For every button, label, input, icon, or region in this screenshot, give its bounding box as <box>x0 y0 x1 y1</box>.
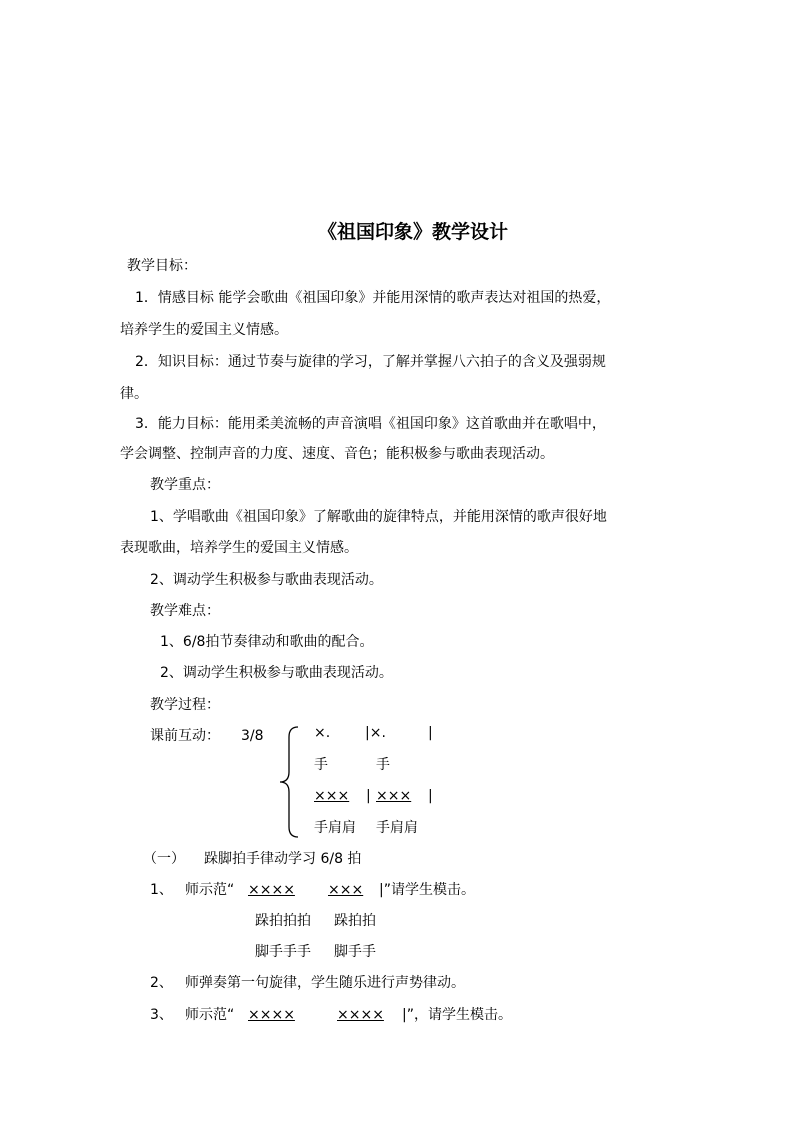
warmup-row-3-b: | <box>366 788 371 804</box>
warmup-row-4-a: 手肩肩 <box>314 820 356 836</box>
warmup-row-3-d: | <box>428 788 433 804</box>
objective-2-line-1: 2．知识目标：通过节奏与旋律的学习，了解并掌握八六拍子的含义及强弱规 <box>135 354 606 370</box>
key-point-1-line-1: 1、学唱歌曲《祖国印象》了解歌曲的旋律特点，并能用深情的歌声很好地 <box>150 509 607 525</box>
warmup-row-4-b: 手肩肩 <box>376 820 418 836</box>
step-3-number: 3、 <box>150 1007 173 1023</box>
step-1-rhythm-2: ××× <box>328 882 364 898</box>
step-1-rhythm-1: ×××× <box>248 882 295 898</box>
step-3-rhythm-1: ×××× <box>248 1007 295 1023</box>
difficulties-heading: 教学难点： <box>150 603 220 619</box>
step-1-number: 1、 <box>150 882 173 898</box>
curly-brace-icon <box>276 724 302 840</box>
step-1-suffix: |”请学生模击。 <box>379 882 475 898</box>
step-1-sub-2-b: 脚手手 <box>334 944 376 960</box>
key-point-1-line-2: 表现歌曲，培养学生的爱国主义情感。 <box>120 540 358 556</box>
key-point-2: 2、调动学生积极参与歌曲表现活动。 <box>150 572 383 588</box>
warmup-row-2-a: 手 <box>314 757 328 773</box>
section-1-text: 跺脚拍手律动学习 6/8 拍 <box>204 851 362 867</box>
difficulty-2: 2、调动学生积极参与歌曲表现活动。 <box>160 665 393 681</box>
key-points-heading: 教学重点： <box>150 477 220 493</box>
objective-1-line-2: 培养学生的爱国主义情感。 <box>120 322 288 338</box>
difficulty-1: 1、6/8拍节奏律动和歌曲的配合。 <box>160 634 374 650</box>
step-2-text: 师弹奏第一句旋律，学生随乐进行声势律动。 <box>185 975 465 991</box>
objective-3-line-1: 3．能力目标：能用柔美流畅的声音演唱《祖国印象》这首歌曲并在歌唱中， <box>135 416 606 432</box>
section-1-label: （一） <box>143 851 185 867</box>
warmup-row-1-a: ×. <box>314 725 331 741</box>
objective-1-line-1: 1．情感目标 能学会歌曲《祖国印象》并能用深情的歌声表达对祖国的热爱， <box>135 290 611 306</box>
warmup-row-1-c: | <box>428 725 433 741</box>
step-3-rhythm-2: ×××× <box>337 1007 384 1023</box>
step-3-prefix: 师示范“ <box>185 1007 235 1023</box>
step-3-suffix: |”，请学生模击。 <box>402 1007 512 1023</box>
warmup-row-3-a: ××× <box>314 788 350 804</box>
step-1-sub-2-a: 脚手手手 <box>255 944 311 960</box>
step-1-prefix: 师示范“ <box>185 882 235 898</box>
step-1-sub-1-b: 跺拍拍 <box>334 913 376 929</box>
warmup-row-3-c: ××× <box>376 788 412 804</box>
process-heading: 教学过程： <box>150 697 220 713</box>
step-1-sub-1-a: 跺拍拍拍 <box>255 913 311 929</box>
objective-2-line-2: 律。 <box>120 386 148 402</box>
objective-3-line-2: 学会调整、控制声音的力度、速度、音色；能积极参与歌曲表现活动。 <box>120 446 554 462</box>
warmup-meter: 3/8 <box>241 728 264 744</box>
step-2-number: 2、 <box>150 975 173 991</box>
objectives-heading: 教学目标： <box>127 258 197 274</box>
warmup-row-2-b: 手 <box>376 757 390 773</box>
warmup-row-1-b: |×. <box>365 725 386 741</box>
warmup-label: 课前互动： <box>150 728 220 744</box>
document-title: 《祖国印象》教学设计 <box>318 221 509 243</box>
